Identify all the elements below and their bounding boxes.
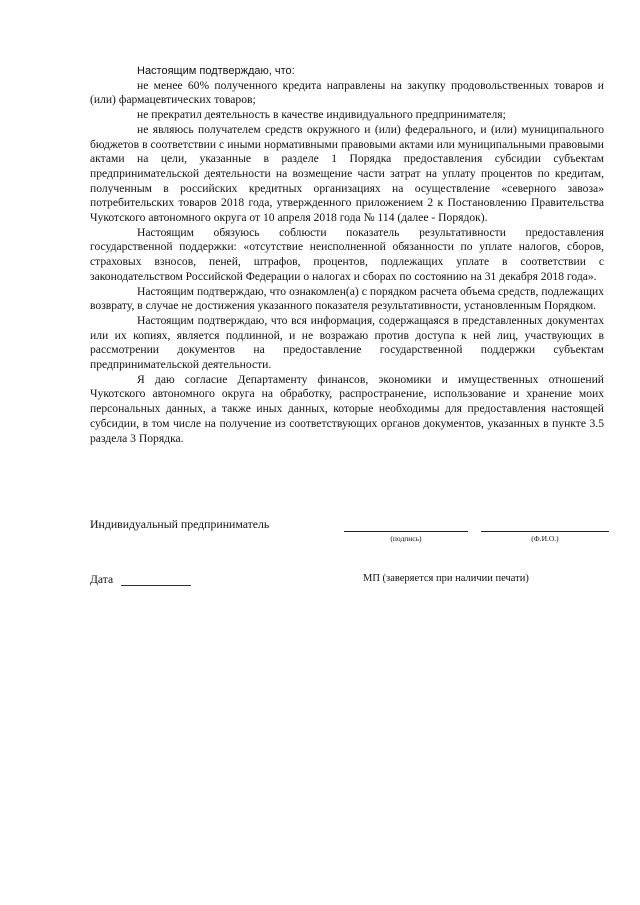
signature-caption: (подпись) [390,534,422,543]
date-label: Дата [90,573,114,586]
full-name-line [481,531,609,532]
paragraph-refund-acknowledgement: Настоящим подтверждаю, что ознакомлен(а) с порядком расчета объема средств, подлежащих возврату, в случае не достижения указанного показателя результативности, установленным Порядком. [90,284,604,313]
paragraph-credit-usage: не менее 60% полученного кредита направлены на закупку продовольственных товаров и (или) фармацевтических товаров; [90,78,604,107]
signature-block [90,517,620,547]
full-name-caption: (Ф.И.О.) [531,534,559,543]
paragraph-performance-obligation: Настоящим обязуюсь соблюсти показатель результативности предоставления государственной поддержки: «отсутствие неисполненной обязанности по уплате налогов, сборов, страховых взносов, пеней, штрафов, процентов, подлежащих уплате в соответствии с законодательством Российской Федерации о налогах и сборах по состоянию на 31 декабря 2018 года». [90,225,604,283]
stamp-label: МП (заверяется при наличии печати) [363,573,529,584]
paragraph-info-authenticity: Настоящим подтверждаю, что вся информация, содержащаяся в представленных документах или их копиях, является подлинной, и не возражаю против доступа к ней лиц, участвующих в рассмотрении документов на предоставление государственной поддержки субъектам предпринимательской деятельности. [90,313,604,372]
paragraph-data-consent: Я даю согласие Департаменту финансов, экономики и имущественных отношений Чукотского автономного округа на обработку, распространение, использование и хранение моих персональных данных, а также иных данных, которые необходимы для предоставления настоящей субсидии, в том числе на получение из соответствующих органов документов, указанных в пункте 3.5 раздела 3 Порядка. [90,372,604,445]
signature-line [344,531,468,532]
paragraph-no-other-funds: не являюсь получателем средств окружного и (или) федерального, и (или) муниципального бюджетов в соответствии с иными нормативными правовыми актами или муниципальными правовыми актами на цели, указанные в разделе 1 Порядка предоставления субсидии субъектам предпринимательской деятельности на возмещение части затрат на уплату процентов по кредитам, полученным в российских кредитных организациях на осуществление «северного завоза» потребительских товаров 2018 года, утвержденного приложением 2 к Постановлению Правительства Чукотского автономного округа от 10 апреля 2018 года № 114 (далее - Порядок). [90,122,604,225]
paragraph-activity-status: не прекратил деятельность в качестве индивидуального предпринимателя; [137,108,506,122]
footer-block [90,573,620,593]
document-body [90,64,604,446]
signer-role: Индивидуальный предприниматель [90,517,270,531]
paragraph-confirm-heading: Настоящим подтверждаю, что: [137,65,295,77]
date-line [121,585,191,586]
